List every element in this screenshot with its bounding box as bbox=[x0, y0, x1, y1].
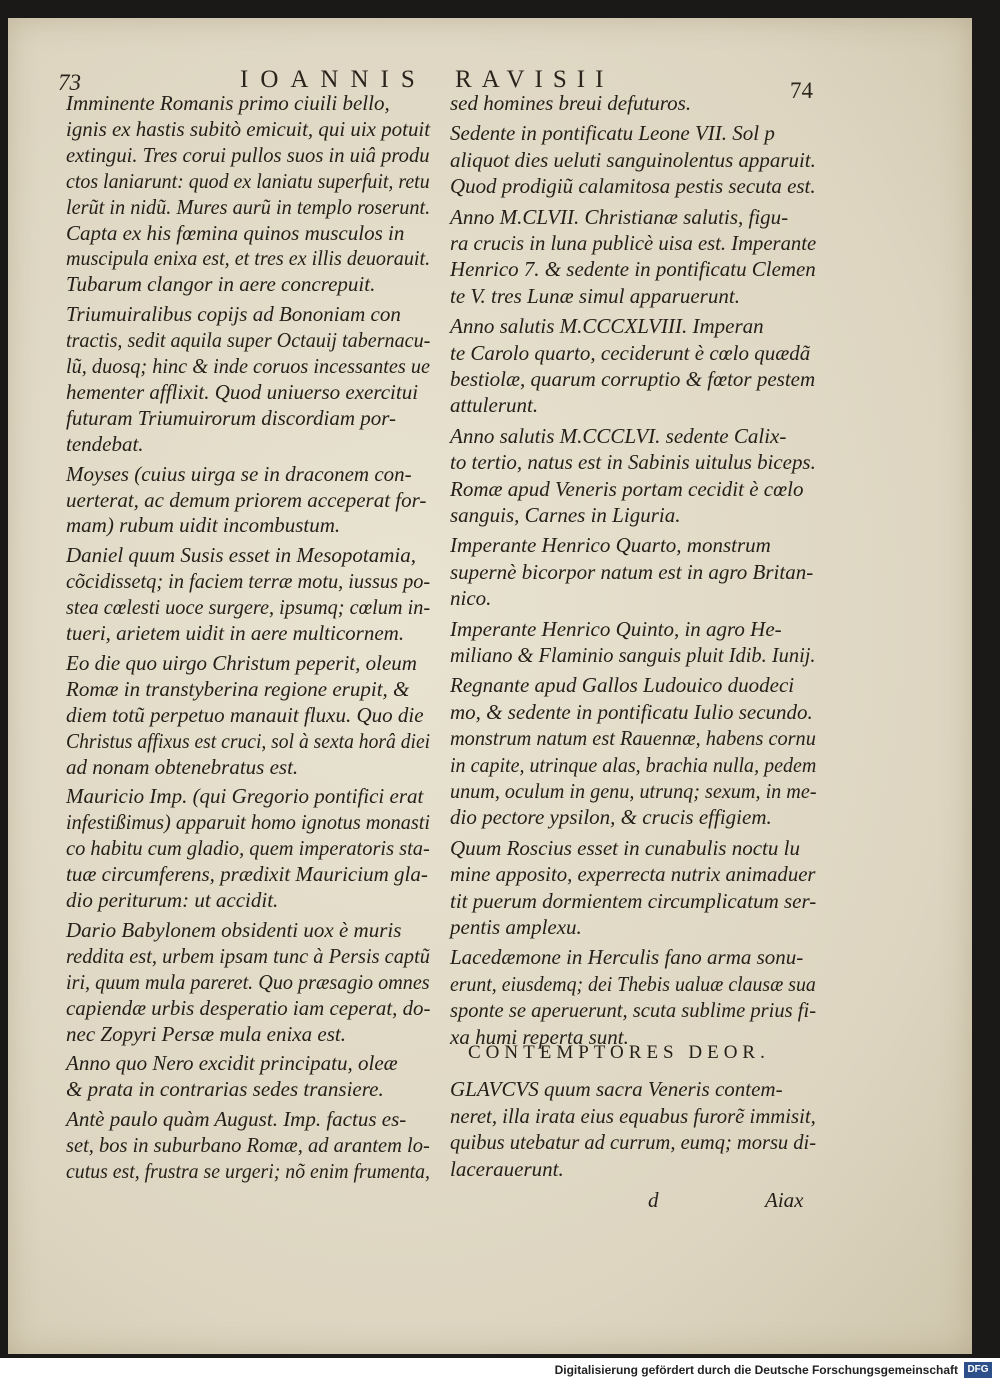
text-line: attulerunt. bbox=[450, 393, 539, 418]
text-line: ctos laniarunt: quod ex laniatu superfuit, retu bbox=[66, 168, 430, 193]
text-line: Daniel quum Susis esset in Mesopotamia, bbox=[66, 543, 416, 568]
text-line: cutus est, frustra se urgeri; nõ enim frumenta, bbox=[66, 1159, 430, 1183]
catchword: Aiax bbox=[765, 1188, 804, 1212]
text-line: Henrico 7. & sedente in pontificatu Clemen bbox=[450, 257, 816, 282]
folio-number-right: 74 bbox=[790, 78, 813, 103]
text-line: Lacedæmone in Herculis fano arma sonu- bbox=[450, 945, 804, 970]
text-line: Anno quo Nero excidit principatu, oleæ bbox=[66, 1051, 398, 1076]
text-line: neret, illa irata eius equabus furorẽ immisit, bbox=[450, 1103, 816, 1128]
text-line: Regnante apud Gallos Ludouico duodeci bbox=[450, 673, 795, 698]
text-line: nico. bbox=[450, 586, 492, 611]
text-line: Antè paulo quàm August. Imp. factus es- bbox=[66, 1107, 407, 1132]
text-line: Imminente Romanis primo ciuili bello, bbox=[66, 91, 390, 115]
running-title-author: IOANNIS bbox=[240, 66, 427, 93]
text-line: monstrum natum est Rauennæ, habens cornu bbox=[450, 726, 816, 751]
text-line: ad nonam obtenebratus est. bbox=[66, 754, 299, 779]
text-line: te V. tres Lunæ simul apparuerunt. bbox=[450, 283, 740, 308]
digitization-footer bbox=[0, 1358, 1000, 1384]
text-line: extingui. Tres corui pullos suos in uiâ produ bbox=[66, 142, 430, 167]
text-line: Imperante Henrico Quarto, monstrum bbox=[450, 533, 771, 558]
text-line: Capta ex his fœmina quinos musculos in bbox=[66, 220, 405, 245]
text-line: Quod prodigiũ calamitosa pestis secuta est. bbox=[450, 174, 816, 199]
text-line: tueri, arietem uidit in aere multicornem. bbox=[66, 621, 405, 645]
text-line: Imperante Henrico Quinto, in agro He- bbox=[450, 616, 782, 641]
text-line: iri, quum mula pareret. Quo præsagio omnes bbox=[66, 969, 430, 994]
text-line: muscipula enixa est, et tres ex illis deuorauit. bbox=[66, 246, 431, 271]
text-line: supernè bicorpor natum est in agro Britan- bbox=[450, 559, 814, 584]
text-line: cõcidissetq; in faciem terræ motu, iussus po- bbox=[66, 569, 431, 594]
running-title-surname: RAVISII bbox=[455, 66, 614, 93]
text-line: tit puerum dormientem circumplicatum ser- bbox=[450, 888, 817, 913]
text-line: to tertio, natus est in Sabinis uitulus biceps. bbox=[450, 450, 816, 475]
text-line: miliano & Flaminio sanguis pluit Idib. Iunij. bbox=[450, 643, 816, 667]
text-line: Anno salutis M.CCCXLVIII. Imperan bbox=[450, 314, 764, 339]
text-line: uerterat, ac demum priorem acceperat for- bbox=[66, 487, 427, 512]
text-line: quibus utebatur ad currum, eumq; morsu di- bbox=[450, 1130, 817, 1154]
text-line: ignis ex hastis subitò emicuit, qui uix potuit bbox=[66, 116, 431, 141]
text-line: tuæ circumferens, prædixit Mauricium gla- bbox=[66, 862, 428, 887]
text-line: lũ, duosq; hinc & inde coruos incessantes ue bbox=[66, 354, 430, 378]
text-line: dio pectore ypsilon, & crucis effigiem. bbox=[450, 805, 772, 830]
text-line: diem totũ perpetuo manauit fluxu. Quo die bbox=[66, 702, 424, 727]
text-line: sanguis, Carnes in Liguria. bbox=[450, 503, 681, 527]
text-line: Tubarum clangor in aere concrepuit. bbox=[66, 272, 376, 297]
text-line: Anno M.CLVII. Christianæ salutis, figu- bbox=[450, 204, 789, 229]
text-line: nec Zopyri Persæ mula enixa est. bbox=[66, 1021, 346, 1046]
text-line: mo, & sedente in pontificatu Iulio secundo. bbox=[450, 699, 813, 724]
text-line: stea cœlesti uoce surgere, ipsumq; cœlum in- bbox=[66, 595, 431, 620]
text-line: te Carolo quarto, ceciderunt è cœlo quædã bbox=[450, 340, 811, 365]
text-line: unum, oculum in genu, utrunq; sexum, in me- bbox=[450, 779, 817, 803]
text-line: futuram Triumuirorum discordiam por- bbox=[66, 405, 396, 430]
text-line: erunt, eiusdemq; dei Thebis ualuæ clausæ sua bbox=[450, 971, 816, 996]
text-line: Moyses (cuius uirga se in draconem con- bbox=[66, 461, 412, 486]
text-line: Dario Babylonem obsidenti uox è muris bbox=[66, 917, 402, 942]
text-line: Christus affixus est cruci, sol à sexta horâ diei bbox=[66, 728, 431, 753]
text-line: Triumuiralibus copijs ad Bononiam con bbox=[66, 302, 401, 327]
text-line: tendebat. bbox=[66, 431, 144, 456]
text-line: Romæ apud Veneris portam cecidit è cœlo bbox=[450, 476, 804, 501]
section-heading: CONTEMPTORES DEOR. bbox=[468, 1042, 770, 1063]
text-line: Anno salutis M.CCCLVI. sedente Calix- bbox=[450, 423, 787, 448]
text-line: lacerauerunt. bbox=[450, 1156, 564, 1181]
text-line: Mauricio Imp. (qui Gregorio pontifici erat bbox=[66, 784, 424, 809]
text-line: infestißimus) apparuit homo ignotus monasti bbox=[66, 810, 431, 835]
text-line: capiendæ urbis desperatio iam ceperat, do- bbox=[66, 995, 431, 1020]
text-line: dio periturum: ut accidit. bbox=[66, 888, 279, 912]
text-line: Sedente in pontificatu Leone VII. Sol p bbox=[450, 121, 775, 146]
text-line: GLAVCVS quum sacra Veneris contem- bbox=[450, 1077, 783, 1101]
text-line: pentis amplexu. bbox=[450, 915, 582, 939]
text-line: reddita est, urbem ipsam tunc à Persis captũ bbox=[66, 943, 430, 968]
text-line: sed homines breui defuturos. bbox=[450, 91, 692, 115]
text-line: mine apposito, experrecta nutrix animaduer bbox=[450, 862, 816, 887]
text-line: bestiolæ, quarum corruptio & fœtor pestem bbox=[450, 367, 816, 391]
text-line: Eo die quo uirgo Christum peperit, oleum bbox=[66, 650, 417, 675]
text-line: & prata in contrarias sedes transiere. bbox=[66, 1077, 384, 1102]
text-line: Romæ in transtyberina regione erupit, & bbox=[66, 676, 410, 701]
text-line: aliquot dies ueluti sanguinolentus apparuit. bbox=[450, 147, 816, 172]
text-line: tractis, sedit aquila super Octauij tabernacu- bbox=[66, 328, 431, 353]
text-line: in capite, utrinque alas, brachia nulla, pedem bbox=[450, 752, 817, 777]
dfg-logo-icon: DFG bbox=[964, 1362, 992, 1378]
footer-credit: Digitalisierung gefördert durch die Deutsche Forschungsgemeinschaft bbox=[554, 1363, 958, 1377]
text-line: set, bos in suburbano Romæ, ad arantem lo- bbox=[66, 1133, 430, 1158]
text-line: co habitu cum gladio, quem imperatoris sta- bbox=[66, 836, 430, 861]
text-line: sponte se aperuerunt, scuta sublime prius fi- bbox=[450, 998, 817, 1023]
folio-number-left: 73 bbox=[58, 70, 81, 95]
text-line: xa humi reperta sunt. bbox=[450, 1024, 629, 1049]
text-line: Quum Roscius esset in cunabulis noctu lu bbox=[450, 835, 800, 860]
text-line: ra crucis in luna publicè uisa est. Imperante bbox=[450, 231, 817, 255]
text-line: lerũt in nidũ. Mures aurũ in templo roserunt. bbox=[66, 194, 431, 219]
signature-mark: d bbox=[648, 1188, 659, 1212]
text-line: hementer afflixit. Quod uniuerso exercitui bbox=[66, 379, 419, 404]
text-line: mam) rubum uidit incombustum. bbox=[66, 513, 341, 538]
